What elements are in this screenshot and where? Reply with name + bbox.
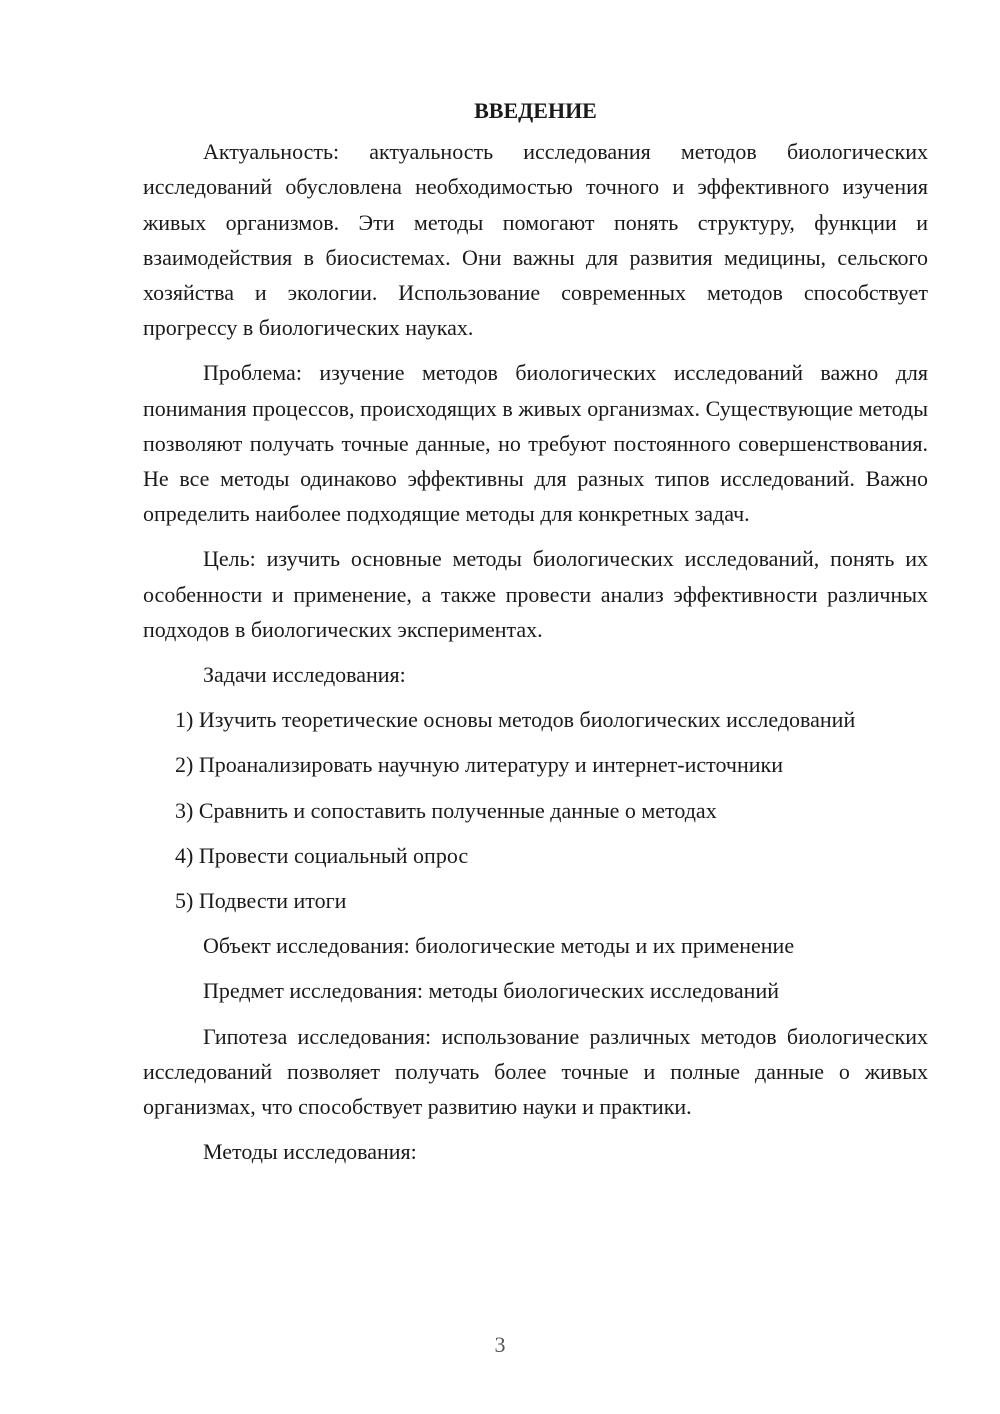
list-item: 3) Сравнить и сопоставить полученные данные о методах (175, 797, 717, 823)
research-hypothesis: Гипотеза исследования: использование различных методов биологических исследований позволяет получать более точные и полные данные о живых организмах, что способствует развитию науки и практики. (143, 1023, 928, 1120)
methods-heading: Методы исследования: (203, 1139, 417, 1165)
research-subject: Предмет исследования: методы биологических исследований (203, 978, 779, 1004)
tasks-heading: Задачи исследования: (203, 662, 406, 688)
list-item: 4) Провести социальный опрос (175, 842, 469, 868)
list-item: 1) Изучить теоретические основы методов биологических исследований (175, 707, 856, 733)
page-number: 3 (494, 1332, 506, 1357)
tasks-list (143, 702, 928, 918)
list-item: 5) Подвести итоги (175, 888, 347, 914)
research-object: Объект исследования: биологические методы и их применение (203, 933, 795, 959)
paragraph-relevance: Актуальность: актуальность исследования методов биологических исследований обусловлена необходимостью точного и эффективного изучения живых организмов. Эти методы помогают понять структуру, функции и взаимодействия в биосистемах. Они важны для развития медицины, сельского хозяйства и экологии. Использование современных методов способствует прогрессу в биологических науках. (143, 139, 928, 341)
paragraph-goal: Цель: изучить основные методы биологических исследований, понять их особенности и применение, а также провести анализ эффективности различных подходов в биологических экспериментах. (143, 546, 928, 642)
list-item: 2) Проанализировать научную литературу и интернет-источники (175, 752, 783, 778)
document-page (143, 93, 928, 1179)
paragraph-problem: Проблема: изучение методов биологических исследований важно для понимания процессов, происходящих в живых организмах. Существующие методы позволяют получать точные данные, но требуют постоянного совершенствования. Не все методы одинаково эффективны для разных типов исследований. Важно определить наиболее подходящие методы для конкретных задач. (143, 360, 928, 527)
page-title: ВВЕДЕНИЕ (474, 98, 597, 123)
